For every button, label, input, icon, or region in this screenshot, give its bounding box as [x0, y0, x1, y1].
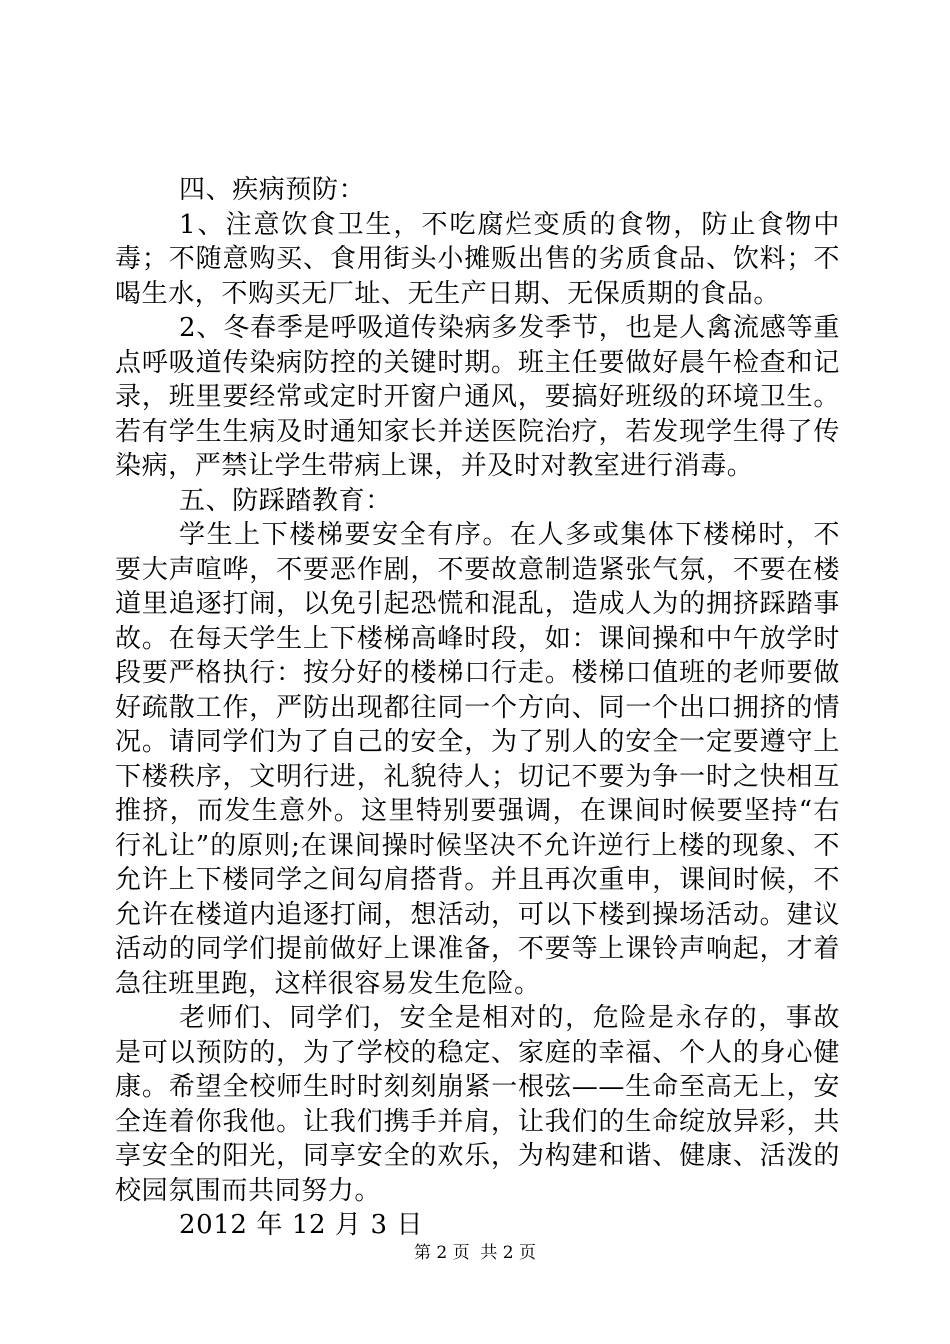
section-heading-disease-prevention: 四、疾病预防： — [179, 175, 366, 205]
document-date: 2012 年 12 月 3 日 — [179, 1210, 424, 1240]
document-body — [115, 173, 840, 1243]
paragraph-closing: 老师们、同学们，安全是相对的，危险是永存的，事故是可以预防的，为了学校的稳定、家庭的幸福、个人的身心健康。希望全校师生时时刻刻崩紧一根弦——生命至高无上，安全连着你我他。让我们携手并肩，让我们的生命绽放异彩，共享安全的阳光，同享安全的欢乐，为构建和谐、健康、活泼的校园氛围而共同努力。 — [115, 1003, 840, 1206]
paragraph-food-hygiene: 1、注意饮食卫生，不吃腐烂变质的食物，防止食物中毒；不随意购买、食用街头小摊贩出售的劣质食品、饮料；不喝生水，不购买无厂址、无生产日期、无保质期的食品。 — [115, 209, 840, 309]
page-footer — [0, 1242, 950, 1264]
section-heading-stampede-prevention: 五、防踩踏教育： — [179, 485, 392, 516]
paragraph-respiratory-disease: 2、冬春季是呼吸道传染病多发季节，也是人禽流感等重点呼吸道传染病防控的关键时期。班主任要做好晨午检查和记录，班里要经常或定时开窗户通风，要搞好班级的环境卫生。若有学生生病及时通知家长并送医院治疗，若发现学生得了传染病，严禁让学生带病上课，并及时对教室进行消毒。 — [115, 313, 840, 481]
page-number-label: 第 2 页 共 2 页 — [413, 1243, 537, 1263]
paragraph-stairs-safety: 学生上下楼梯要安全有序。在人多或集体下楼梯时，不要大声喧哗，不要恶作剧，不要故意制造紧张气氛，不要在楼道里追逐打闹，以免引起恐慌和混乱，造成人为的拥挤踩踏事故。在每天学生上下楼梯高峰时段，如：课间操和中午放学时段要严格执行：按分好的楼梯口行走。楼梯口值班的老师要做好疏散工作，严防出现都往同一个方向、同一个出口拥挤的情况。请同学们为了自己的安全，为了别人的安全一定要遵守上下楼秩序，文明行进，礼貌待人；切记不要为争一时之快相互推挤，而发生意外。这里特别要强调，在课间时候要坚持“右行礼让”的原则;在课间操时候坚决不允许逆行上楼的现象、不允许上下楼同学之间勾肩搭背。并且再次重申，课间时候，不允许在楼道内追逐打闹，想活动，可以下楼到操场活动。建议活动的同学们提前做好上课准备，不要等上课铃声响起，才着急往班里跑，这样很容易发生危险。 — [115, 520, 840, 999]
